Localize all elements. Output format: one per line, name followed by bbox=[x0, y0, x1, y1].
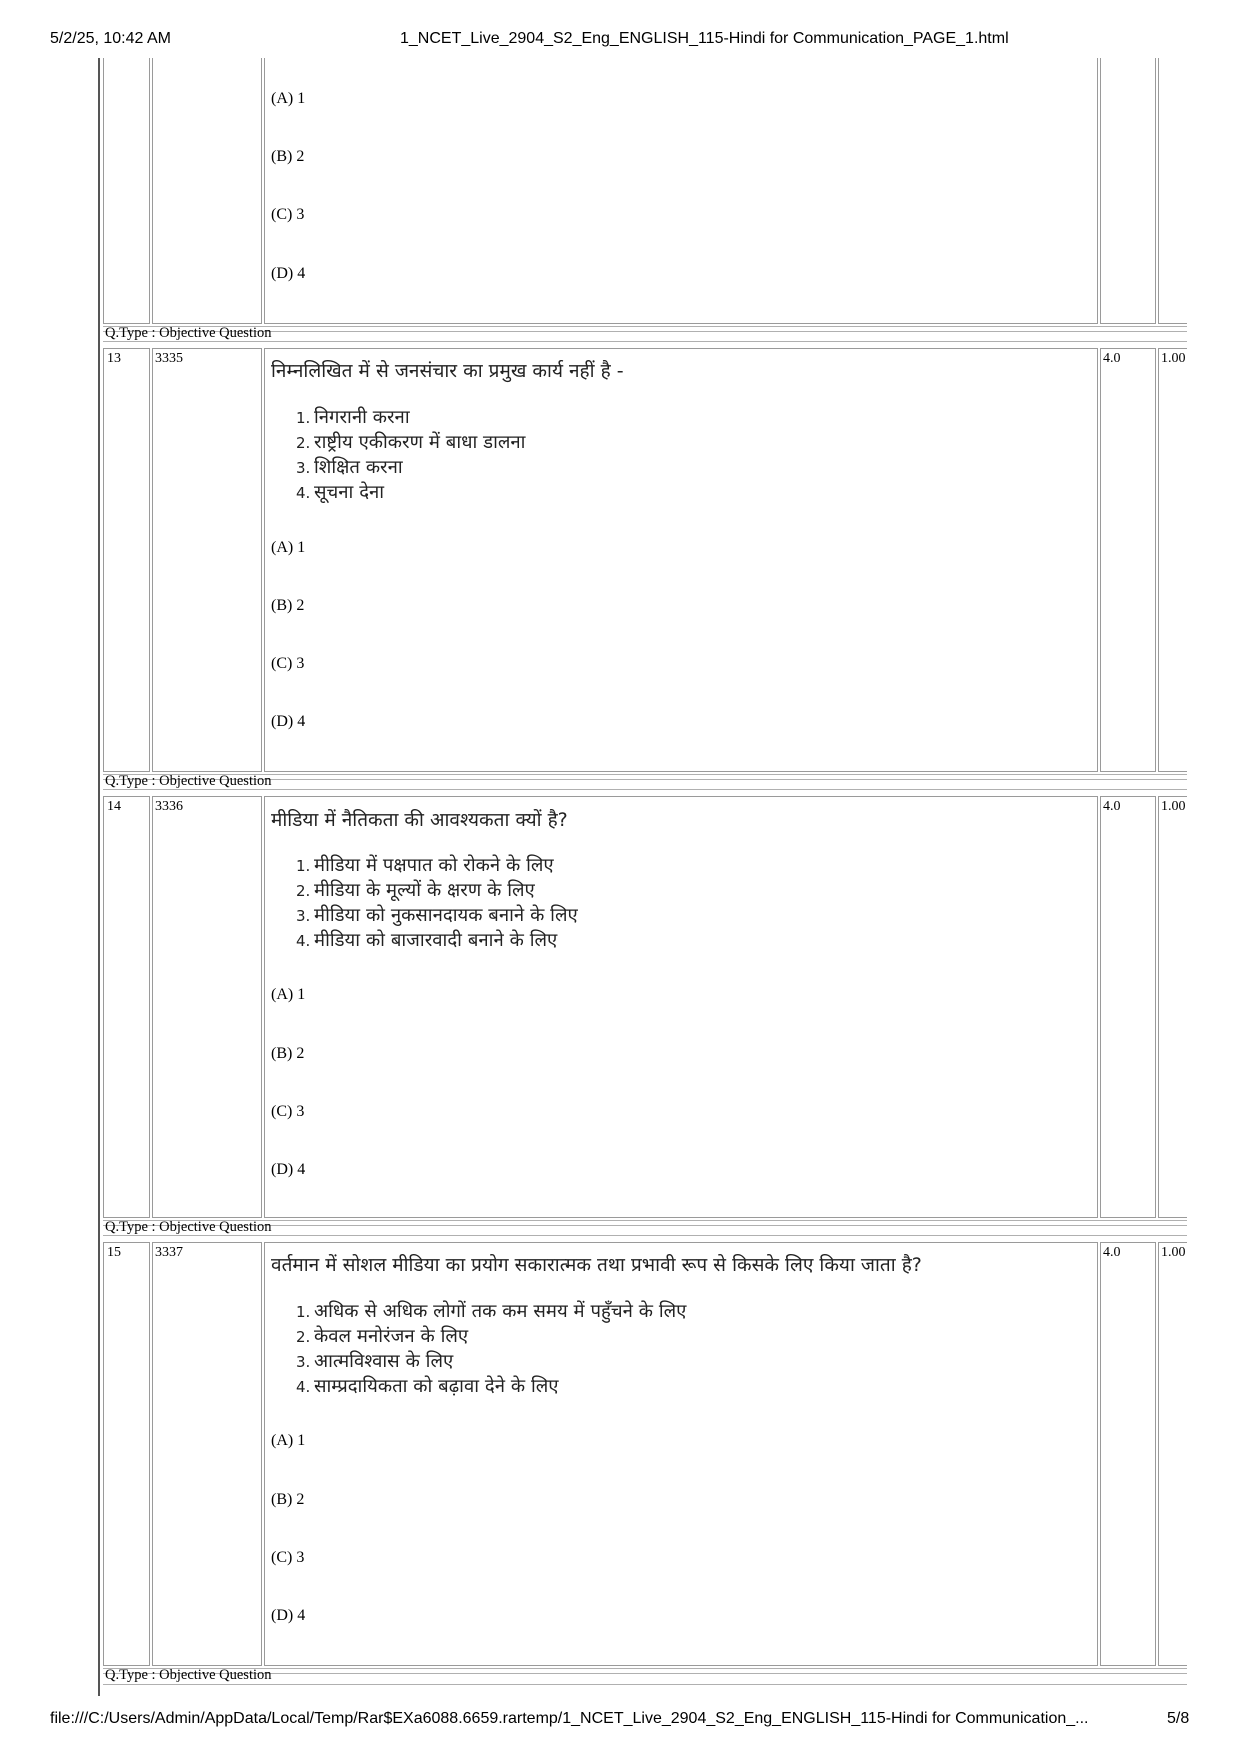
option-b: (B) 2 bbox=[271, 1491, 305, 1508]
cell-sn bbox=[103, 796, 150, 1218]
statement-item: 4. साम्प्रदायिकता को बढ़ावा देने के लिए bbox=[296, 1376, 559, 1397]
option-b: (B) 2 bbox=[271, 1045, 305, 1062]
statement-item: 1. अधिक से अधिक लोगों तक कम समय में पहुँचने के लिए bbox=[296, 1301, 687, 1322]
negative-marks-value: 1.00 bbox=[1161, 351, 1186, 366]
negative-marks-value: 1.00 bbox=[1161, 1245, 1186, 1260]
print-footer bbox=[0, 1710, 1240, 1732]
print-datetime: 5/2/25, 10:42 AM bbox=[50, 30, 171, 47]
question-serial: 14 bbox=[107, 799, 121, 814]
option-d: (D) 4 bbox=[271, 1607, 306, 1624]
option-c: (C) 3 bbox=[271, 1549, 305, 1566]
cell-sn bbox=[103, 1242, 150, 1666]
statement-item: 2. केवल मनोरंजन के लिए bbox=[296, 1326, 469, 1347]
statement-list bbox=[296, 852, 578, 952]
option-a: (A) 1 bbox=[271, 986, 306, 1003]
option-d: (D) 4 bbox=[271, 1161, 306, 1178]
top-cell-negative bbox=[1158, 58, 1187, 324]
marks-value: 4.0 bbox=[1103, 351, 1121, 366]
top-cell-sn bbox=[103, 58, 150, 324]
row-separator bbox=[103, 341, 1187, 343]
top-option-c: (C) 3 bbox=[271, 206, 305, 223]
cell-marks bbox=[1100, 796, 1156, 1218]
document-title: 1_NCET_Live_2904_S2_Eng_ENGLISH_115-Hindi for Communication_PAGE_1.html bbox=[400, 30, 1009, 47]
top-option-d: (D) 4 bbox=[271, 265, 306, 282]
question-text: निम्नलिखित में से जनसंचार का प्रमुख कार्य नहीं है - bbox=[271, 360, 624, 382]
statement-item: 4. मीडिया को बाजारवादी बनाने के लिए bbox=[296, 930, 558, 951]
question-text: वर्तमान में सोशल मीडिया का प्रयोग सकारात्मक तथा प्रभावी रूप से किसके लिए किया जाता है? bbox=[271, 1254, 922, 1276]
page-number: 5/8 bbox=[1167, 1710, 1190, 1727]
cell-negative bbox=[1158, 1242, 1187, 1666]
top-cell-marks bbox=[1100, 58, 1156, 324]
option-a: (A) 1 bbox=[271, 1432, 306, 1449]
question-text: मीडिया में नैतिकता की आवश्यकता क्यों है? bbox=[271, 809, 568, 831]
top-cell-id bbox=[152, 58, 262, 324]
statement-item: 1. मीडिया में पक्षपात को रोकने के लिए bbox=[296, 855, 554, 876]
statement-item: 2. राष्ट्रीय एकीकरण में बाधा डालना bbox=[296, 432, 526, 453]
cell-marks bbox=[1100, 1242, 1156, 1666]
question-id: 3335 bbox=[155, 351, 183, 366]
cell-sn bbox=[103, 348, 150, 772]
table-outer-border bbox=[98, 58, 100, 1696]
statement-item: 1. निगरानी करना bbox=[296, 407, 410, 428]
cell-negative bbox=[1158, 348, 1187, 772]
question-serial: 15 bbox=[107, 1245, 121, 1260]
statement-item: 3. शिक्षित करना bbox=[296, 457, 403, 478]
statement-item: 2. मीडिया के मूल्यों के क्षरण के लिए bbox=[296, 880, 535, 901]
option-b: (B) 2 bbox=[271, 597, 305, 614]
marks-value: 4.0 bbox=[1103, 799, 1121, 814]
row-separator bbox=[103, 1684, 1187, 1686]
statement-list bbox=[296, 1298, 686, 1398]
marks-value: 4.0 bbox=[1103, 1245, 1121, 1260]
cell-marks bbox=[1100, 348, 1156, 772]
statement-list bbox=[296, 404, 525, 504]
qtype-label: Q.Type : Objective Question bbox=[105, 773, 272, 789]
question-id: 3336 bbox=[155, 799, 183, 814]
statement-item: 4. सूचना देना bbox=[296, 482, 385, 503]
option-c: (C) 3 bbox=[271, 655, 305, 672]
qtype-label: Q.Type : Objective Question bbox=[105, 1219, 272, 1235]
cell-id bbox=[152, 348, 262, 772]
statement-item: 3. आत्मविश्वास के लिए bbox=[296, 1351, 454, 1372]
option-a: (A) 1 bbox=[271, 539, 306, 556]
negative-marks-value: 1.00 bbox=[1161, 799, 1186, 814]
row-separator bbox=[103, 1235, 1187, 1237]
print-header bbox=[0, 30, 1240, 52]
top-cell-question bbox=[264, 58, 1098, 324]
cell-negative bbox=[1158, 796, 1187, 1218]
cell-id bbox=[152, 1242, 262, 1666]
statement-item: 3. मीडिया को नुकसानदायक बनाने के लिए bbox=[296, 905, 578, 926]
row-separator bbox=[103, 789, 1187, 791]
question-serial: 13 bbox=[107, 351, 121, 366]
question-id: 3337 bbox=[155, 1245, 183, 1260]
file-url: file:///C:/Users/Admin/AppData/Local/Temp/Rar$EXa6088.6659.rartemp/1_NCET_Live_2904_S2_Eng_ENGLISH_115-Hindi for Communication_... bbox=[50, 1710, 1089, 1727]
cell-id bbox=[152, 796, 262, 1218]
qtype-label: Q.Type : Objective Question bbox=[105, 325, 272, 341]
option-c: (C) 3 bbox=[271, 1103, 305, 1120]
option-d: (D) 4 bbox=[271, 713, 306, 730]
top-option-b: (B) 2 bbox=[271, 148, 305, 165]
top-option-a: (A) 1 bbox=[271, 90, 306, 107]
qtype-label: Q.Type : Objective Question bbox=[105, 1667, 272, 1683]
